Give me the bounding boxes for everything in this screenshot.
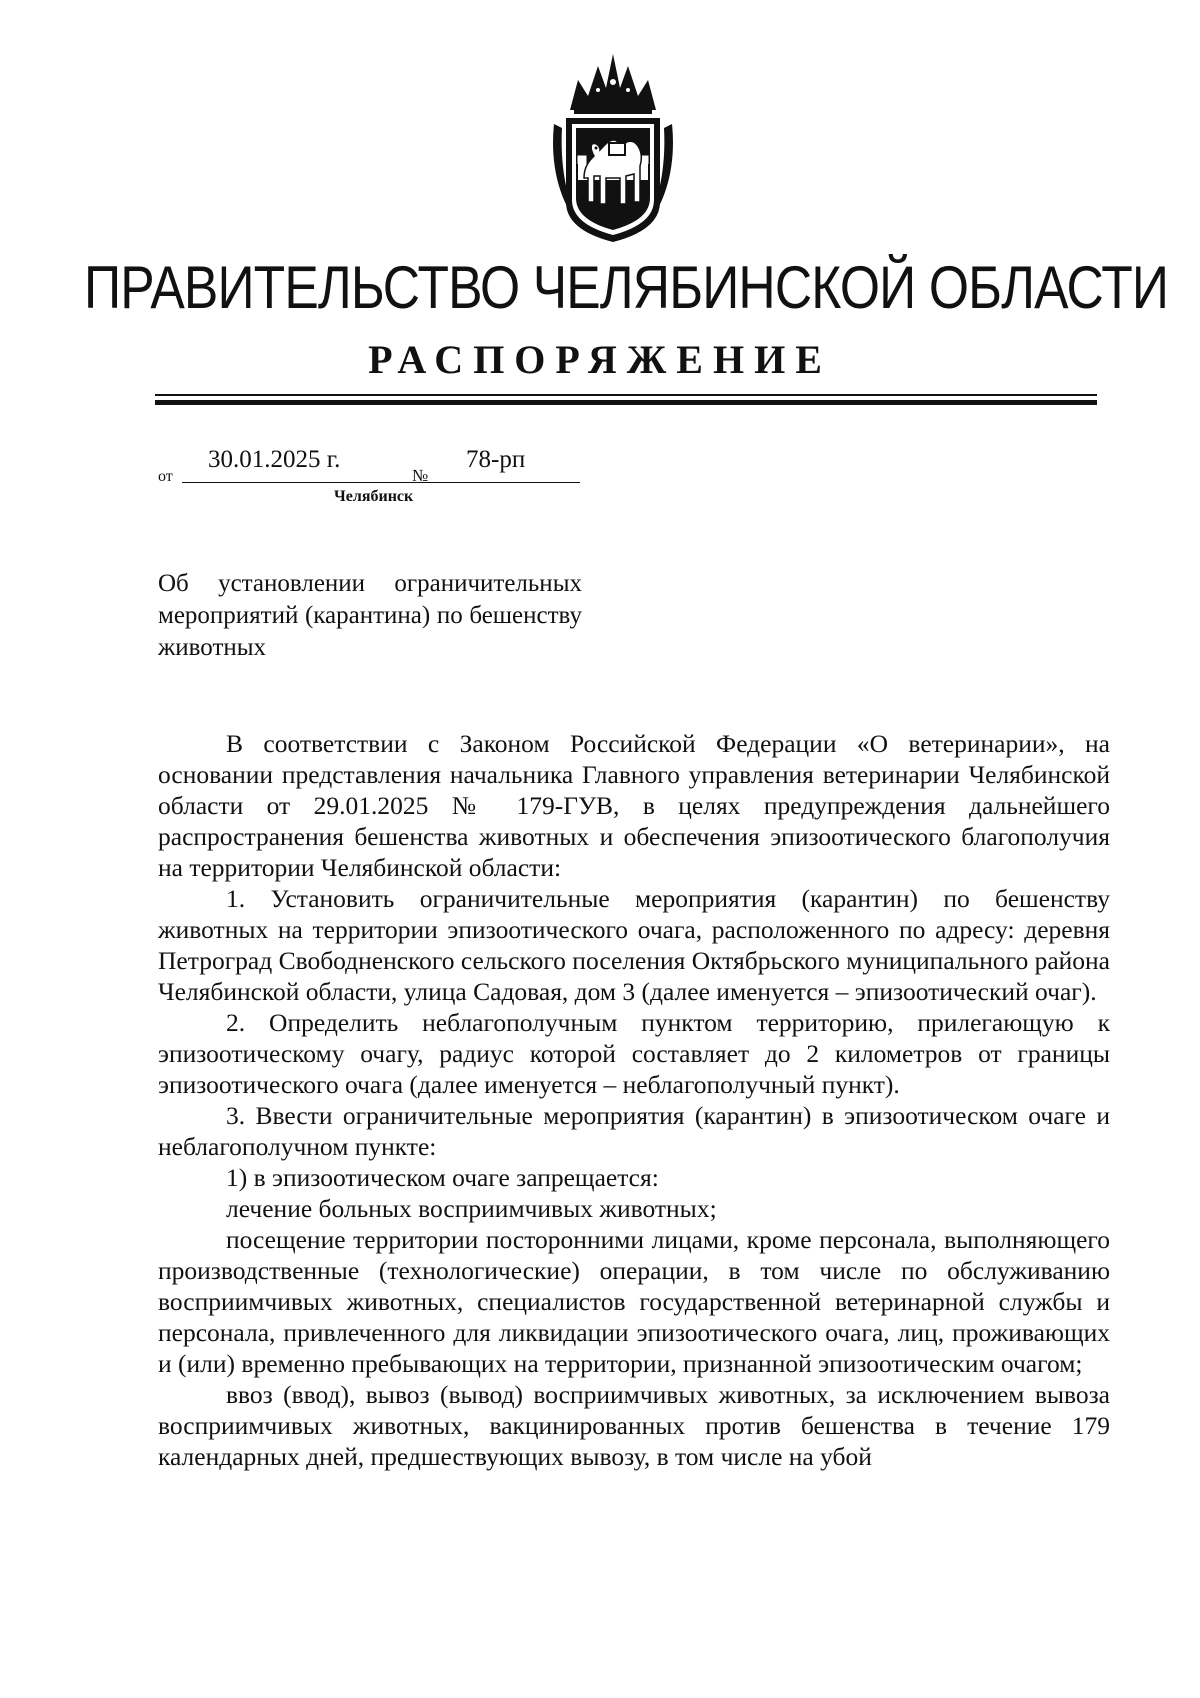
document-requisites — [158, 446, 658, 506]
number-prefix: № — [412, 466, 429, 485]
coat-of-arms-icon — [548, 52, 678, 244]
body-paragraph: 2. Определить неблагополучным пунктом территорию, прилегающую к эпизоотическому очагу, радиус которой составляет до 2 километров от границы эпизоотического очага (далее именуется – неблагополучный пункт). — [158, 1008, 1110, 1099]
body-paragraph: лечение больных восприимчивых животных; — [226, 1194, 717, 1223]
body-paragraph: 3. Ввести ограничительные мероприятия (карантин) в эпизоотическом очаге и неблагополучном пункте: — [158, 1101, 1110, 1161]
document-city: Челябинск — [334, 488, 414, 505]
header-divider-thin — [155, 394, 1097, 396]
document-type-heading: РАСПОРЯЖЕНИЕ — [368, 337, 832, 382]
number-underline — [432, 482, 580, 483]
body-paragraph: посещение территории посторонними лицами, кроме персонала, выполняющего производственные (технологические) операции, в том числе по обслуживанию восприимчивых животных, специалистов государственной ветеринарной службы и персонала, привлеченного для ликвидации эпизоотического очага, лиц, проживающих и (или) временно пребывающих на территории, признанной эпизоотическим очагом; — [158, 1225, 1110, 1378]
header-divider-thick — [155, 400, 1097, 405]
document-number: 78-рп — [466, 446, 526, 473]
body-paragraph: ввоз (ввод), вывоз (вывод) восприимчивых животных, за исключением вывоза восприимчивых животных, вакцинированных против бешенства в течение 179 календарных дней, предшествующих вывозу, в том числе на убой — [158, 1380, 1110, 1471]
body-paragraph: 1) в эпизоотическом очаге запрещается: — [226, 1163, 659, 1192]
document-subject: Об установлении ограничительных мероприятий (карантина) по бешенству животных — [158, 570, 582, 661]
body-paragraph: В соответствии с Законом Российской Федерации «О ветеринарии», на основании представления начальника Главного управления ветеринарии Челябинской области от 29.01.2025 № 179-ГУВ, в целях предупреждения дальнейшего распространения бешенства животных и обеспечения эпизоотического благополучия на территории Челябинской области: — [158, 729, 1110, 882]
document-body — [158, 728, 1110, 1472]
date-prefix: от — [158, 468, 173, 485]
body-paragraph: 1. Установить ограничительные мероприятия (карантин) по бешенству животных на территории эпизоотического очага, расположенного по адресу: деревня Петроград Свободненского сельского поселения Октябрьского муниципального района Челябинской области, улица Садовая, дом 3 (далее именуется – эпизоотический очаг). — [158, 884, 1110, 1006]
document-date: 30.01.2025 г. — [208, 446, 341, 473]
organization-title: ПРАВИТЕЛЬСТВО ЧЕЛЯБИНСКОЙ ОБЛАСТИ — [84, 254, 1169, 321]
